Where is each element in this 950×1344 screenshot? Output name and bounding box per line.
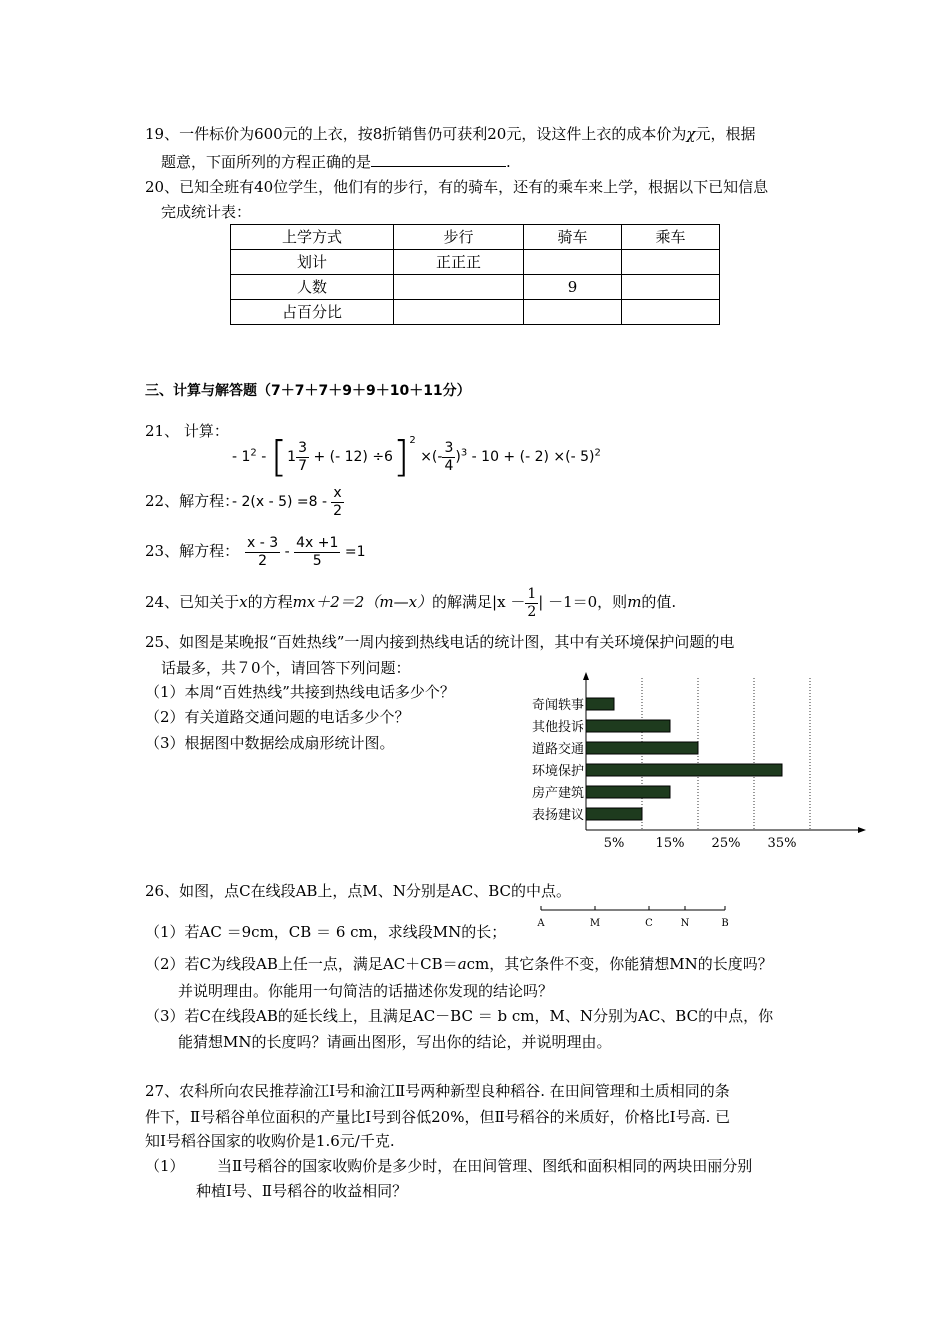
category-label: 道路交通 xyxy=(531,742,584,757)
table-row xyxy=(231,250,720,275)
q26-sub2-line2: 并说明理由。你能用一句简洁的话描述你发现的结论吗？ xyxy=(178,982,554,1000)
q24-line: 24、已知关于x的方程mx＋2＝2（m—x）的解满足|x － $\frac{1}{2}$ | －1＝0，则m的值. xyxy=(145,585,677,620)
bar xyxy=(586,786,670,798)
q25-sub3: （3）根据图中数据绘成扇形统计图。 xyxy=(145,734,395,752)
table-cell[interactable] xyxy=(622,300,720,325)
x-tick-label: 35% xyxy=(767,836,797,851)
category-label: 其他投诉 xyxy=(531,720,584,735)
q19-var: χ xyxy=(686,125,696,143)
q26-sub3-line2: 能猜想MN的长度吗？请画出图形，写出你的结论，并说明理由。 xyxy=(178,1033,612,1051)
table-cell: 划计 xyxy=(231,250,394,275)
q26-line1: 26、如图，点C在线段AB上，点M、N分别是AC、BC的中点。 xyxy=(145,882,571,900)
q21-expression: - $1^2 - [1$ $\frac{3}{7}$ + (- 12) ÷6]$^2$ ×(- $\frac{3}{4}$ )$^3$ - 10 + (- 2) ×(- 5)$^2$ xyxy=(232,432,601,481)
table-row xyxy=(231,300,720,325)
q25-sub1: （1）本周“百姓热线”共接到热线电话多少个？ xyxy=(145,683,455,701)
q27-line2: 件下，Ⅱ号稻谷单位面积的产量比Ⅰ号到谷低20%，但Ⅱ号稻谷的米质好，价格比Ⅰ号高. 已 xyxy=(145,1108,731,1126)
q23-label: 23、解方程： xyxy=(145,542,240,560)
table-cell[interactable] xyxy=(394,300,524,325)
q20-line2: 完成统计表： xyxy=(161,203,252,221)
x-tick-label: 15% xyxy=(655,836,685,851)
table-cell[interactable] xyxy=(622,275,720,300)
table-cell: 步行 xyxy=(394,225,524,250)
bar xyxy=(586,764,782,776)
segment-point-label: C xyxy=(645,918,653,929)
category-label: 奇闻轶事 xyxy=(531,698,584,713)
table-cell[interactable] xyxy=(524,300,622,325)
q22-equation: - 2(x - 5) =8 - $\frac{x}{2}$ xyxy=(232,484,342,519)
q26-sub3-line1: （3）若C在线段AB的延长线上，且满足AC－BC ＝ b cm，M、N分别为AC、BC的中点，你 xyxy=(145,1007,774,1025)
y-axis-arrow xyxy=(583,672,589,680)
table-cell: 占百分比 xyxy=(231,300,394,325)
q23-equation: $\frac{x - 3}{2}$ - $\frac{4x +1}{5}$ =1 xyxy=(247,534,366,569)
q25-sub2: （2）有关道路交通问题的电话多少个？ xyxy=(145,708,410,726)
q26-sub1: （1）若AC ＝9cm，CB ＝ 6 cm，求线段MN的长； xyxy=(145,923,507,941)
table-row xyxy=(231,275,720,300)
q27-sub1-line1: 当Ⅱ号稻谷的国家收购价是多少时，在田间管理、图纸和面积相同的两块田丽分别 xyxy=(217,1157,753,1175)
x-tick-label: 5% xyxy=(603,836,625,851)
bar xyxy=(586,808,642,820)
bar xyxy=(586,698,614,710)
q21-label: 21、 计算： xyxy=(145,422,229,440)
bar xyxy=(586,742,698,754)
table-header-row xyxy=(231,225,720,250)
q27-line3: 知Ⅰ号稻谷国家的收购价是1.6元/千克. xyxy=(145,1132,395,1150)
q25-line2: 话最多，共７0个，请回答下列问题： xyxy=(161,659,411,677)
table-cell: 上学方式 xyxy=(231,225,394,250)
table-cell[interactable] xyxy=(524,250,622,275)
table-cell: 骑车 xyxy=(524,225,622,250)
segment-point-label: M xyxy=(589,918,601,929)
q27-line1: 27、农科所向农民推荐渝江Ⅰ号和渝江Ⅱ号两种新型良种稻谷. 在田间管理和土质相同的条 xyxy=(145,1082,730,1100)
table-cell: 人数 xyxy=(231,275,394,300)
category-label: 环境保护 xyxy=(531,764,584,779)
q26-sub2: （2）若C为线段AB上任一点，满足AC＋CB＝acm，其它条件不变，你能猜想MN的长度吗？ xyxy=(145,955,773,973)
bar xyxy=(586,720,670,732)
q22-label: 22、解方程： xyxy=(145,492,240,510)
category-label: 表扬建议 xyxy=(531,808,584,823)
section3-title: 三、计算与解答题（7＋7＋7＋9＋9＋10＋11分） xyxy=(145,383,471,399)
statistics-table xyxy=(230,224,720,325)
hotline-bar-chart xyxy=(510,668,870,858)
q25-line1: 25、如图是某晚报“百姓热线”一周内接到热线电话的统计图，其中有关环境保护问题的电 xyxy=(145,633,735,651)
q27-sub1-num: （1） xyxy=(145,1157,185,1175)
q19-answer-blank[interactable] xyxy=(371,151,506,167)
q19-line1: 19、一件标价为600元的上衣，按8折销售仍可获利20元，设这件上衣的成本价为χ元，根据 xyxy=(145,125,756,143)
q19-line2: 题意，下面所列的方程正确的是 . xyxy=(161,153,511,171)
table-cell[interactable] xyxy=(622,250,720,275)
table-cell: 乘车 xyxy=(622,225,720,250)
table-cell: 9 xyxy=(524,275,622,300)
q27-sub1-line2: 种植Ⅰ号、Ⅱ号稻谷的收益相同？ xyxy=(196,1182,408,1200)
x-axis-arrow xyxy=(858,827,866,833)
segment-point-label: B xyxy=(721,918,729,929)
x-tick-label: 25% xyxy=(711,836,741,851)
table-cell: 正正正 xyxy=(394,250,524,275)
segment-diagram xyxy=(535,902,735,932)
table-cell[interactable] xyxy=(394,275,524,300)
segment-point-label: N xyxy=(680,918,690,929)
q20-line1: 20、已知全班有40位学生，他们有的步行，有的骑车，还有的乘车来上学，根据以下已知信息 xyxy=(145,178,769,196)
category-label: 房产建筑 xyxy=(531,786,584,801)
segment-point-label: A xyxy=(537,918,545,929)
